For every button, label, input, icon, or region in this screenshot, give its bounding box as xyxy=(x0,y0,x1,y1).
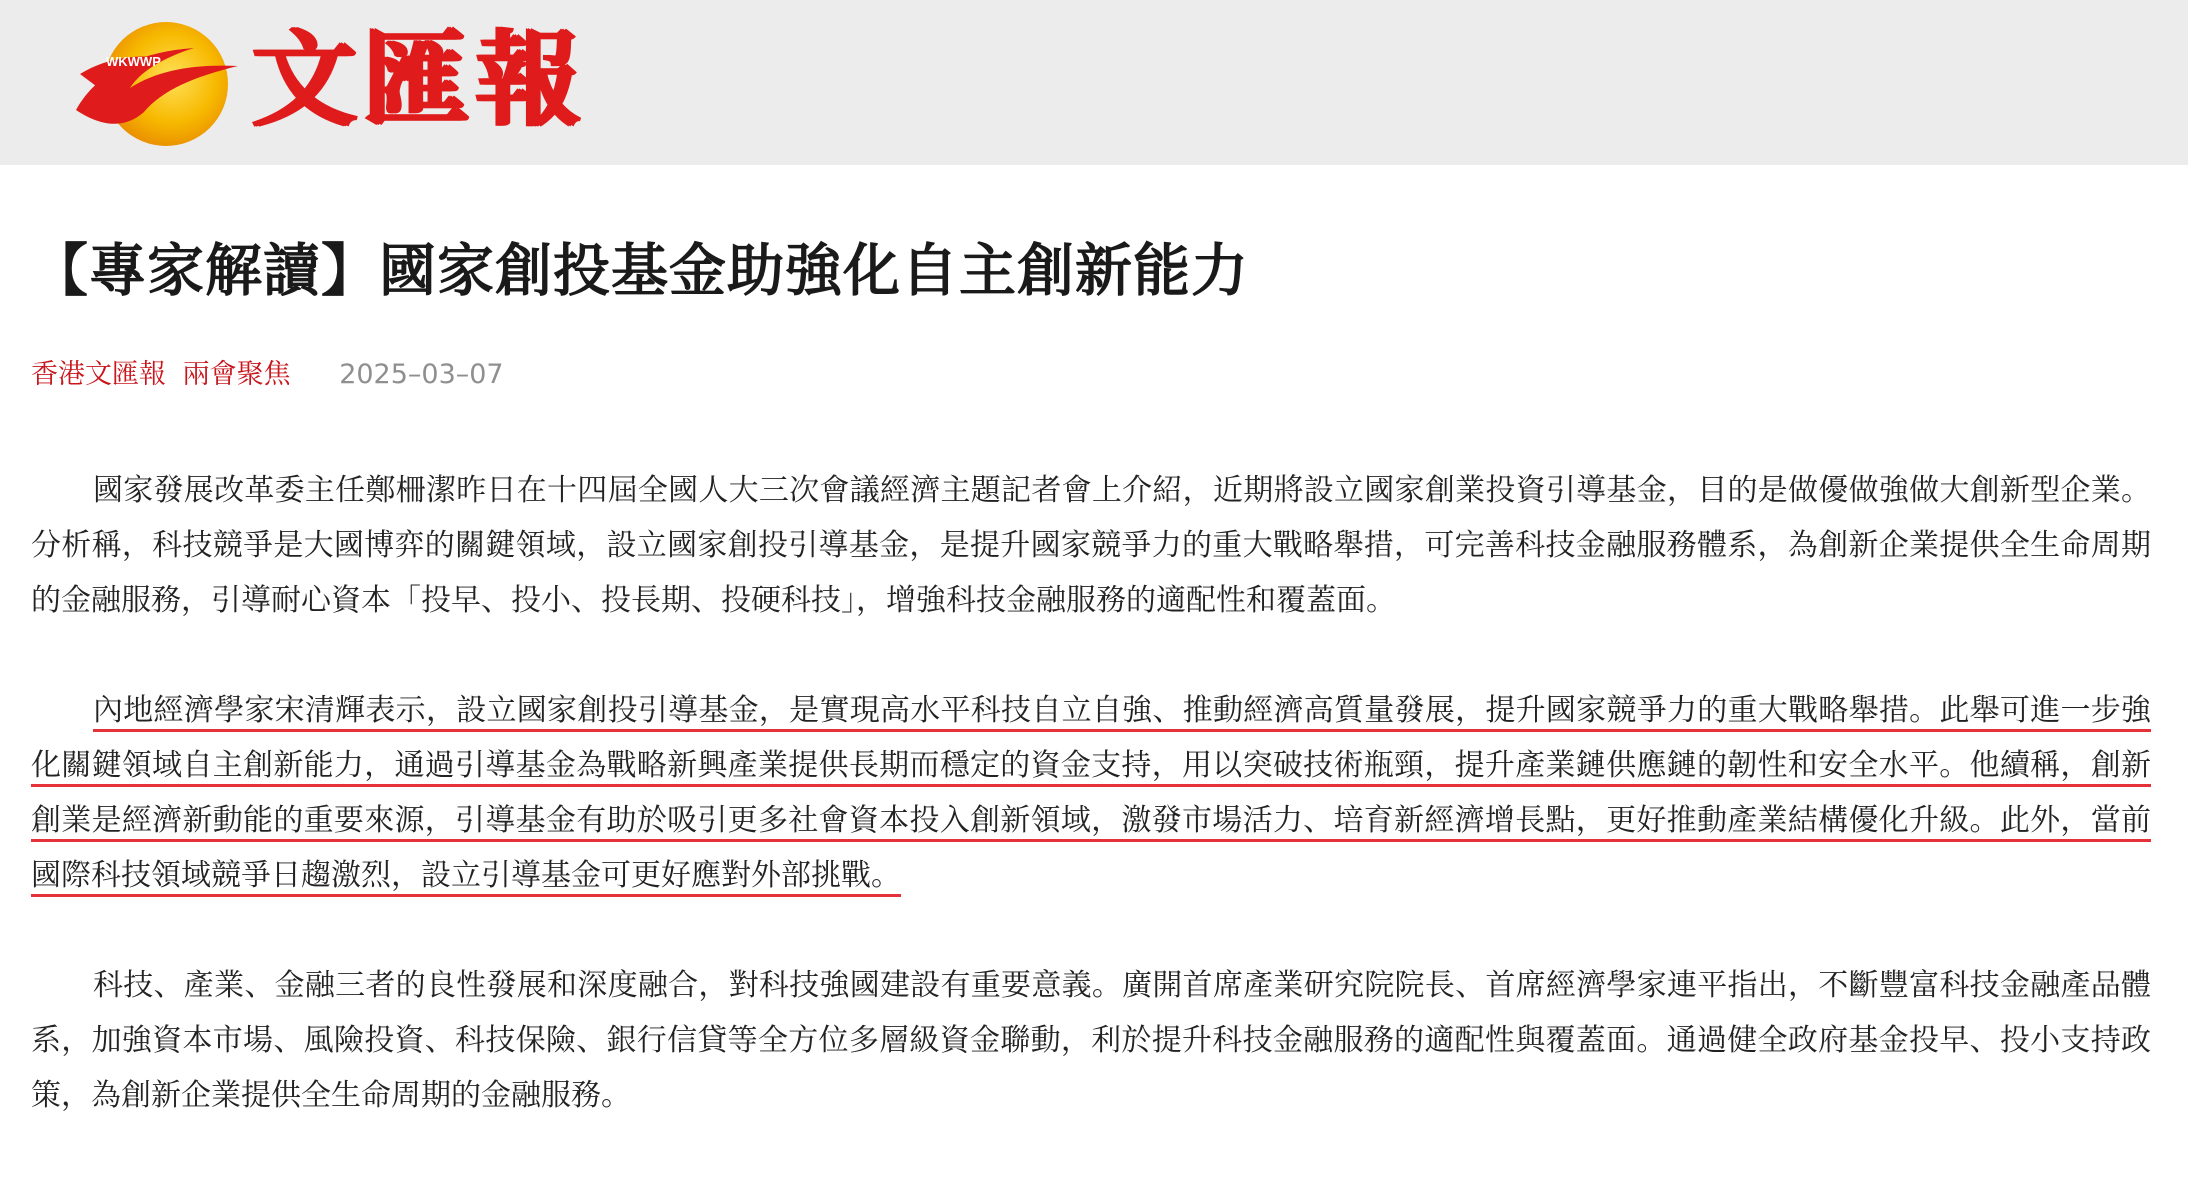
emblem-lettering: WKWWP xyxy=(106,54,161,69)
article-body xyxy=(31,463,2151,1123)
masthead xyxy=(0,0,2188,165)
highlighted-text: 內地經濟學家宋清輝表示，設立國家創投引導基金，是實現高水平科技自立自強、推動經濟高質量發展，提升國家競爭力的重大戰略舉措。此舉可進一步強化關鍵領域自主創新能力，通過引導基金為戰略新興產業提供長期而穩定的資金支持，用以突破技術瓶頸，提升產業鏈供應鏈的韌性和安全水平。他續稱，創新創業是經濟新動能的重要來源，引導基金有助於吸引更多社會資本投入創新領域，激發市場活力、培育新經濟增長點，更好推動產業結構優化升級。此外，當前國際科技領域競爭日趨激烈，設立引導基金可更好應對外部挑戰。 xyxy=(31,693,2151,893)
paragraph-1: 國家發展改革委主任鄭柵潔昨日在十四屆全國人大三次會議經濟主題記者會上介紹，近期將設立國家創業投資引導基金，目的是做優做強做大創新型企業。分析稱，科技競爭是大國博弈的關鍵領域，設立國家創投引導基金，是提升國家競爭力的重大戰略舉措，可完善科技金融服務體系，為創新企業提供全生命周期的金融服務，引導耐心資本「投早、投小、投長期、投硬科技」，增強科技金融服務的適配性和覆蓋面。 xyxy=(31,473,2151,618)
article xyxy=(31,165,2151,1178)
source-link[interactable]: 香港文匯報 xyxy=(31,359,166,390)
article-headline: 【專家解讀】國家創投基金助強化自主創新能力 xyxy=(31,238,1249,304)
section-link[interactable]: 兩會聚焦 xyxy=(182,359,291,390)
wenweipo-logo[interactable] xyxy=(66,14,626,154)
logo-wordmark: 文匯報 xyxy=(252,18,589,141)
article-meta xyxy=(31,355,2151,395)
logo-emblem-icon xyxy=(66,14,266,154)
publish-date: 2025–03–07 xyxy=(339,359,504,390)
paragraph-3: 科技、產業、金融三者的良性發展和深度融合，對科技強國建設有重要意義。廣開首席產業研究院院長、首席經濟學家連平指出，不斷豐富科技金融產品體系，加強資本市場、風險投資、科技保險、銀行信貸等全方位多層級資金聯動，利於提升科技金融服務的適配性與覆蓋面。通過健全政府基金投早、投小支持政策，為創新企業提供全生命周期的金融服務。 xyxy=(31,968,2151,1113)
paragraph-2-highlighted xyxy=(31,683,2151,903)
